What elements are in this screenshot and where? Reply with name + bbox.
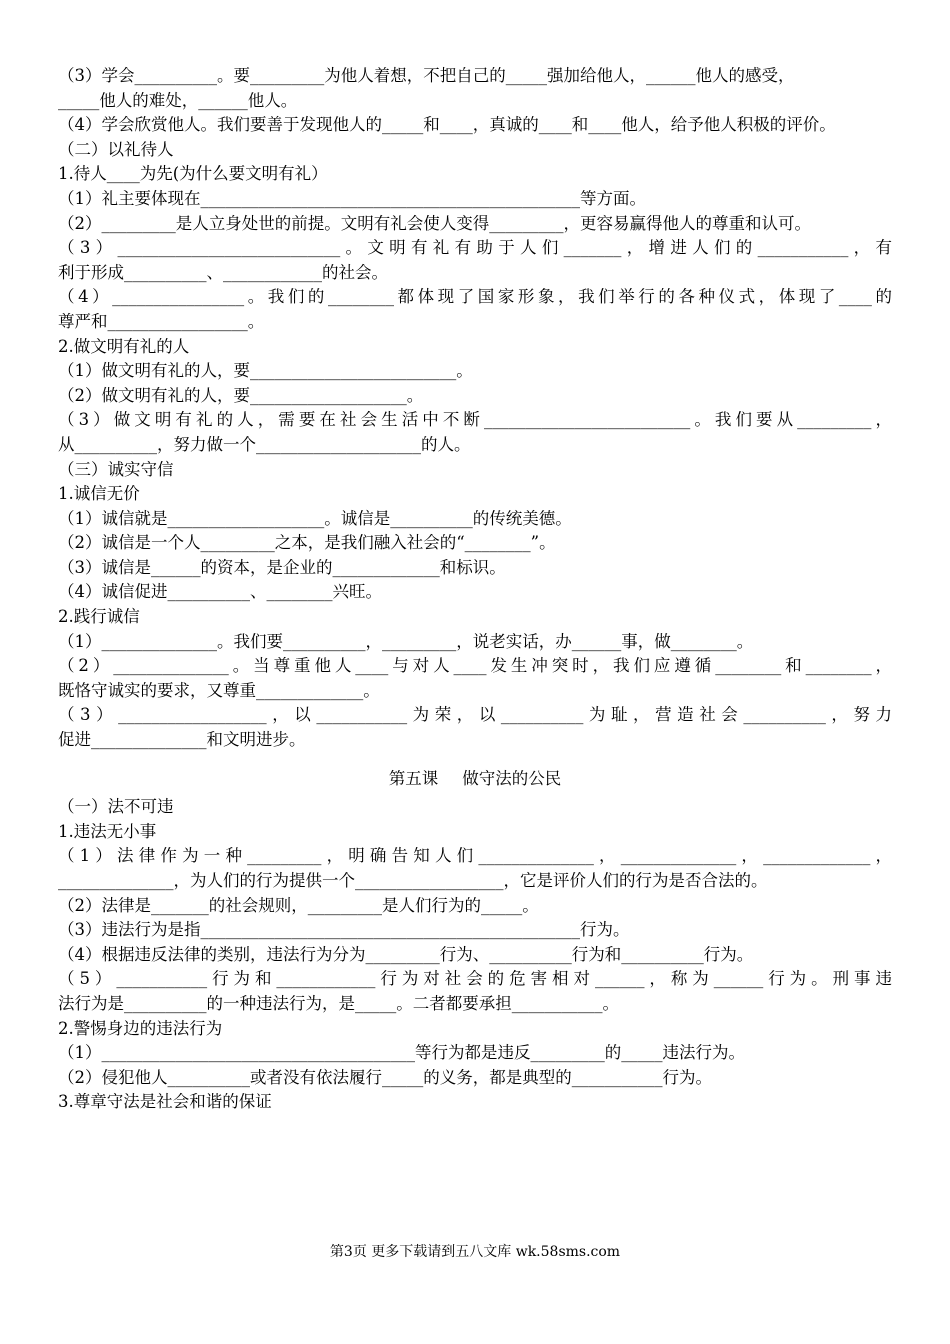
text-line: 尊严和_________________。 [58, 311, 265, 331]
text-line: （2）法律是_______的社会规则，_________是人们行为的_____。 [58, 895, 539, 915]
text-line: （2）______________。当尊重他人____与对人____发生冲突时，我们应遵循________和________， [58, 656, 892, 676]
text-line: _____他人的难处，______他人。 [58, 90, 298, 110]
text-line: 既恪守诚实的要求，又尊重_____________。 [58, 680, 380, 700]
text-line: 利于形成__________、____________的社会。 [58, 262, 388, 282]
subsection-heading: 1.诚信无价 [58, 484, 140, 504]
text-line: 法行为是__________的一种违法行为，是_____。二者都要承担___________。 [58, 993, 619, 1013]
text-line: （3）做文明有礼的人，需要在社会生活中不断_________________________。我们要从_________， [58, 410, 892, 430]
section-heading: （二）以礼待人 [58, 139, 174, 159]
text-line: （1）诚信就是___________________。诚信是__________的传统美德。 [58, 508, 572, 528]
text-line: ______________，为人们的行为提供一个__________________，它是评价人们的行为是否合法的。 [58, 871, 768, 890]
page-footer: 第3页 更多下载请到五八文库 wk.58sms.com [329, 1244, 621, 1260]
subsection-heading: 1.待人____为先(为什么要文明有礼） [58, 164, 328, 184]
text-line: （1）______________________________________等行为都是违反_________的_____违法行为。 [58, 1043, 745, 1063]
text-line: （4）________________。我们的________都体现了国家形象，我们举行的各种仪式，体现了____的 [58, 287, 892, 307]
subsection-heading: 1.违法无小事 [58, 821, 157, 841]
text-line: （3）___________________________。文明有礼有助于人们_______，增进人们的___________，有 [58, 238, 892, 258]
subsection-heading: 3.尊章守法是社会和谐的保证 [58, 1092, 272, 1112]
text-line: （1）礼主要体现在______________________________________________等方面。 [58, 188, 646, 208]
text-line: 促进______________和文明进步。 [58, 730, 306, 750]
text-line: 从__________，努力做一个____________________的人。 [58, 434, 471, 454]
text-line: （2）诚信是一个人_________之本，是我们融入社会的“________”。 [58, 533, 556, 553]
text-line: （3）学会__________。要_________为他人着想，不把自己的_____强加给他人，______他人的感受， [58, 66, 795, 85]
document-page [58, 64, 892, 1115]
lesson-number: 第五课 [388, 768, 439, 788]
text-line: （2）_________是人立身处世的前提。文明有礼会使人变得_________，更容易赢得他人的尊重和认可。 [58, 213, 811, 233]
text-line: （3）违法行为是指______________________________________________行为。 [58, 920, 630, 940]
subsection-heading: 2.践行诚信 [58, 607, 140, 627]
text-line: （1）法律作为一种_________，明确告知人们______________，______________，_____________， [58, 846, 892, 866]
text-line: （2）侵犯他人__________或者没有依法履行_____的义务，都是典型的___________行为。 [58, 1067, 712, 1087]
text-line: （4）根据违反法律的类别，违法行为分为_________行为、__________行为和__________行为。 [58, 944, 754, 964]
subsection-heading: 2.做文明有礼的人 [58, 336, 190, 356]
text-line: （4）诚信促进__________、________兴旺。 [58, 582, 382, 602]
text-line: （2）做文明有礼的人，要___________________。 [58, 385, 424, 405]
lesson-name: 做守法的公民 [462, 768, 562, 788]
subsection-heading: 2.警惕身边的违法行为 [58, 1018, 223, 1038]
section-heading: （三）诚实守信 [58, 459, 174, 479]
text-line: （1）______________。我们要__________，_________，说老实话，办______事，做________。 [58, 631, 754, 651]
text-line: （3）诚信是______的资本，是企业的_____________和标识。 [58, 557, 506, 577]
text-line: （1）做文明有礼的人，要_________________________。 [58, 361, 473, 381]
text-line: （4）学会欣赏他人。我们要善于发现他人的_____和____，真诚的____和____他人，给予他人积极的评价。 [58, 115, 836, 135]
section-heading: （一）法不可违 [58, 797, 174, 817]
text-line: （3）__________________，以___________为荣，以__________为耻，营造社会__________，努力 [58, 705, 892, 725]
text-line: （5）___________行为和____________行为对社会的危害相对______，称为______行为。刑事违 [58, 969, 892, 989]
lesson-title [58, 767, 892, 792]
